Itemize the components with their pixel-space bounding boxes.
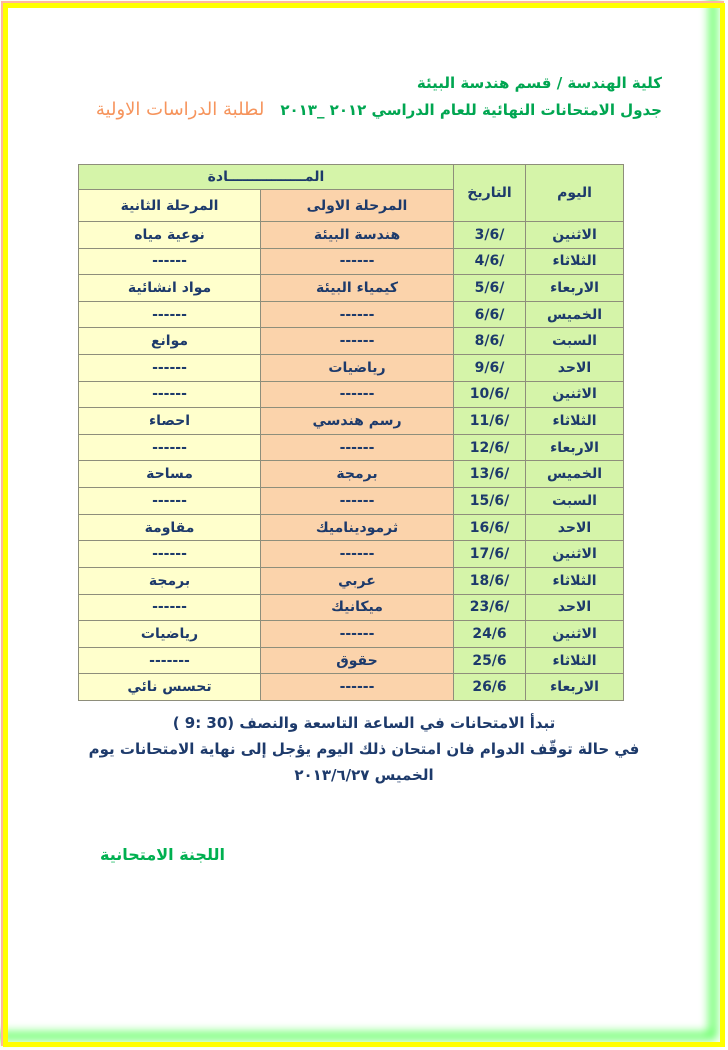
table-row — [79, 541, 624, 568]
day-cell: الاحد — [526, 355, 624, 382]
table-row — [79, 301, 624, 328]
table-row — [79, 674, 624, 701]
date-value: 13/6/ — [469, 466, 510, 483]
table-row — [79, 434, 624, 461]
stage1-cell: برمجة — [261, 461, 454, 488]
day-cell: السبت — [526, 328, 624, 355]
stage1-cell: هندسة البيئة — [261, 222, 454, 249]
stage2-cell: ------ — [79, 248, 261, 275]
stage2-cell: رياضيات — [79, 621, 261, 648]
date-cell — [454, 567, 526, 594]
day-cell: الاربعاء — [526, 275, 624, 302]
stage1-cell: ------ — [261, 301, 454, 328]
date-cell — [454, 248, 526, 275]
stage2-cell: تحسس نائي — [79, 674, 261, 701]
stage1-cell: عربي — [261, 567, 454, 594]
date-cell — [454, 594, 526, 621]
table-row — [79, 275, 624, 302]
stage2-cell: ------ — [79, 541, 261, 568]
date-cell — [454, 355, 526, 382]
date-cell — [454, 647, 526, 674]
date-cell — [454, 461, 526, 488]
stage1-cell: ------ — [261, 674, 454, 701]
day-cell: الاربعاء — [526, 674, 624, 701]
table-row — [79, 248, 624, 275]
postponement-day: الخميس — [374, 766, 434, 784]
date-cell — [454, 222, 526, 249]
date-value: 6/6/ — [474, 306, 505, 323]
table-row — [79, 408, 624, 435]
stage1-cell: ------ — [261, 381, 454, 408]
header-date: التاريخ — [454, 165, 526, 222]
day-cell: الثلاثاء — [526, 408, 624, 435]
table-header-row-1 — [79, 165, 624, 190]
day-cell: الخميس — [526, 461, 624, 488]
document-header — [40, 74, 662, 120]
stage1-cell: رياضيات — [261, 355, 454, 382]
postponement-date: ٢٠١٣/٦/٢٧ — [294, 766, 370, 784]
day-cell: الثلاثاء — [526, 647, 624, 674]
stage2-cell: موانع — [79, 328, 261, 355]
day-cell: السبت — [526, 488, 624, 515]
stage2-cell: ------ — [79, 381, 261, 408]
date-value: 17/6/ — [469, 546, 510, 563]
table-row — [79, 647, 624, 674]
date-value: 18/6/ — [469, 572, 510, 589]
day-cell: الخميس — [526, 301, 624, 328]
stage2-cell: مساحة — [79, 461, 261, 488]
table-row — [79, 594, 624, 621]
date-value: 4/6/ — [474, 253, 505, 270]
header-subject-group: المــــــــــــــــادة — [79, 165, 454, 190]
stage2-cell: احصاء — [79, 408, 261, 435]
exam-committee-signature: اللجنة الامتحانية — [100, 845, 225, 864]
table-row — [79, 514, 624, 541]
stage1-cell: رسم هندسي — [261, 408, 454, 435]
day-cell: الاثنين — [526, 541, 624, 568]
day-cell: الاحد — [526, 514, 624, 541]
header-day: اليوم — [526, 165, 624, 222]
date-value: 25/6 — [472, 652, 507, 669]
exam-notes — [0, 710, 728, 788]
note-line-2: في حالة توقّف الدوام فان امتحان ذلك اليوم يؤجل إلى نهاية الامتحانات يوم — [88, 740, 640, 758]
header-stage2: المرحلة الثانية — [79, 190, 261, 222]
day-cell: الاربعاء — [526, 434, 624, 461]
day-cell: الثلاثاء — [526, 248, 624, 275]
stage2-cell: ------ — [79, 488, 261, 515]
stage2-cell: ------ — [79, 301, 261, 328]
table-row — [79, 461, 624, 488]
table-row — [79, 355, 624, 382]
day-cell: الاثنين — [526, 621, 624, 648]
date-cell — [454, 275, 526, 302]
day-cell: الاثنين — [526, 222, 624, 249]
header-stage1: المرحلة الاولى — [261, 190, 454, 222]
table-row — [79, 381, 624, 408]
date-cell — [454, 408, 526, 435]
day-cell: الاحد — [526, 594, 624, 621]
audience-label: لطلبة الدراسات الاولية — [95, 99, 265, 120]
note-start-time-value: ( 9: 30) — [172, 714, 235, 732]
date-value: 8/6/ — [474, 333, 505, 350]
table-row — [79, 488, 624, 515]
note-line-3 — [0, 762, 728, 788]
stage1-cell: كيمياء البيئة — [261, 275, 454, 302]
date-cell — [454, 301, 526, 328]
table-row — [79, 621, 624, 648]
stage1-cell: ثرموديناميك — [261, 514, 454, 541]
stage2-cell: ------- — [79, 647, 261, 674]
day-cell: الاثنين — [526, 381, 624, 408]
stage2-cell: ------ — [79, 355, 261, 382]
stage1-cell: ------ — [261, 488, 454, 515]
stage1-cell: ------ — [261, 621, 454, 648]
date-value: 15/6/ — [469, 492, 510, 509]
note-line-1 — [0, 710, 728, 736]
date-value: 3/6/ — [474, 226, 505, 243]
stage1-cell: ------ — [261, 328, 454, 355]
date-cell — [454, 674, 526, 701]
exam-schedule-table — [78, 164, 624, 701]
date-value: 11/6/ — [469, 413, 510, 430]
date-value: 10/6/ — [469, 386, 510, 403]
note-start-time-text: تبدأ الامتحانات في الساعة التاسعة والنصف — [239, 714, 556, 732]
date-cell — [454, 621, 526, 648]
stage1-cell: حقوق — [261, 647, 454, 674]
day-cell: الثلاثاء — [526, 567, 624, 594]
date-value: 23/6/ — [469, 599, 510, 616]
stage2-cell: مقاومة — [79, 514, 261, 541]
table-row — [79, 222, 624, 249]
date-cell — [454, 381, 526, 408]
date-value: 16/6/ — [469, 519, 510, 536]
date-cell — [454, 541, 526, 568]
stage2-cell: مواد انشائية — [79, 275, 261, 302]
date-cell — [454, 434, 526, 461]
stage1-cell: ------ — [261, 248, 454, 275]
date-cell — [454, 328, 526, 355]
date-value: 5/6/ — [474, 280, 505, 297]
schedule-title-line — [40, 99, 662, 120]
date-value: 24/6 — [472, 625, 507, 642]
stage2-cell: ------ — [79, 594, 261, 621]
date-value: 9/6/ — [474, 359, 505, 376]
stage1-cell: ------ — [261, 541, 454, 568]
college-title: كلية الهندسة / قسم هندسة البيئة — [416, 74, 662, 92]
stage2-cell: نوعية مياه — [79, 222, 261, 249]
date-value: 26/6 — [472, 679, 507, 696]
stage2-cell: برمجة — [79, 567, 261, 594]
table-row — [79, 328, 624, 355]
date-value: 12/6/ — [469, 439, 510, 456]
date-cell — [454, 488, 526, 515]
schedule-title: جدول الامتحانات النهائية للعام الدراسي ٢٠١٢ _٢٠١٣ — [280, 101, 662, 119]
date-cell — [454, 514, 526, 541]
stage1-cell: ------ — [261, 434, 454, 461]
stage2-cell: ------ — [79, 434, 261, 461]
table-row — [79, 567, 624, 594]
stage1-cell: ميكانيك — [261, 594, 454, 621]
